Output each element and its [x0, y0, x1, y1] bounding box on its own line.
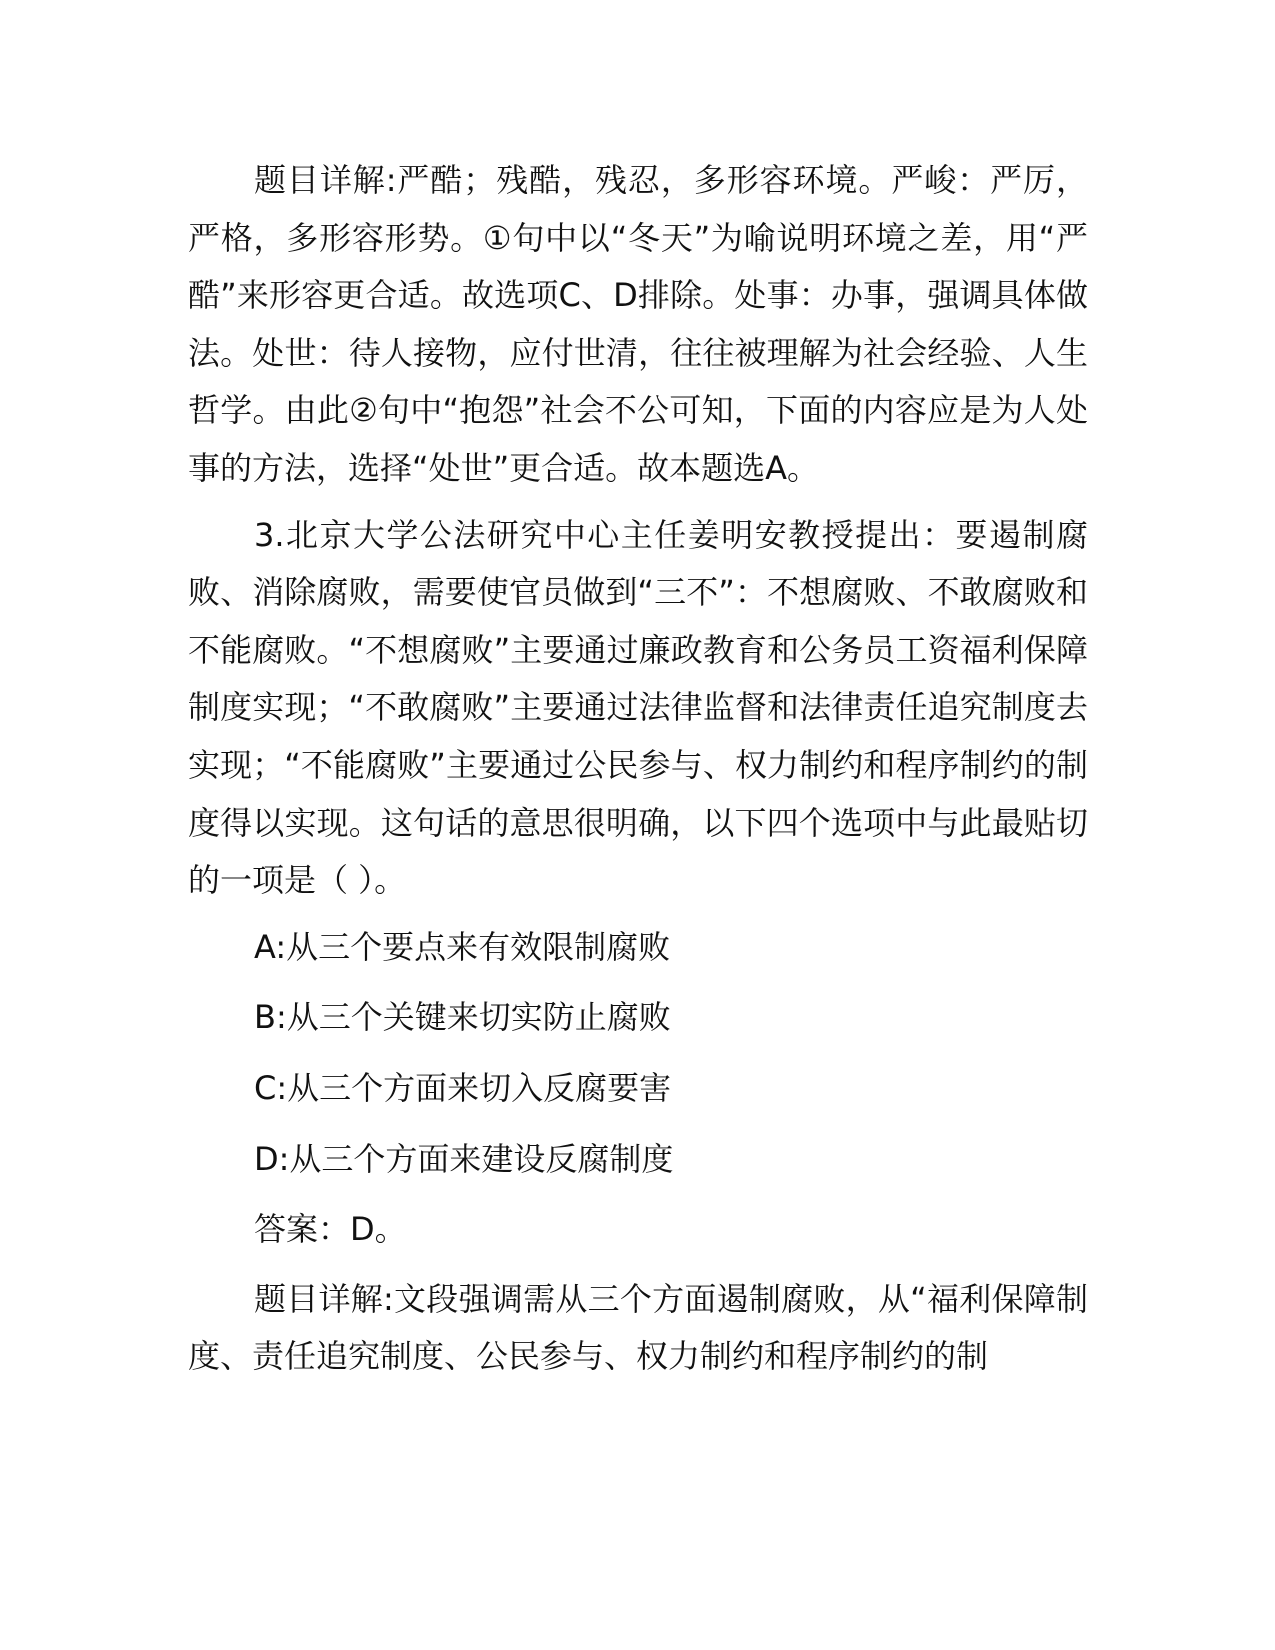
answer-line: 答案：D。	[254, 1210, 407, 1249]
previous-question-explanation: 题目详解:严酷；残酷，残忍，多形容环境。严峻：严厉，严格，多形容形势。①句中以“冬天”为喻说明环境之差，用“严酷”来形容更合适。故选项C、D排除。处事：办事，强调具体做法。处世：待人接物，应付世清，往往被理解为社会经验、人生哲学。由此②句中“抱怨”社会不公可知，下面的内容应是为人处事的方法，选择“处世”更合适。故本题选A。	[188, 161, 1088, 487]
option-a: A:从三个要点来有效限制腐败	[254, 927, 671, 966]
option-d: D:从三个方面来建设反腐制度	[254, 1139, 674, 1178]
option-b: B:从三个关键来切实防止腐败	[254, 998, 671, 1037]
question-3-stem: 3.北京大学公法研究中心主任姜明安教授提出：要遏制腐败、消除腐败，需要使官员做到“三不”：不想腐败、不敢腐败和不能腐败。“不想腐败”主要通过廉政教育和公务员工资福利保障制度实现；“不敢腐败”主要通过法律监督和法律责任追究制度去实现；“不能腐败”主要通过公民参与、权力制约和程序制约的制度得以实现。这句话的意思很明确，以下四个选项中与此最贴切的一项是（ ）。	[188, 515, 1088, 900]
question-3-explanation: 题目详解:文段强调需从三个方面遏制腐败，从“福利保障制度、责任追究制度、公民参与、权力制约和程序制约的制	[188, 1279, 1088, 1376]
option-c: C:从三个方面来切入反腐要害	[254, 1068, 672, 1107]
document-body	[188, 152, 1088, 1386]
